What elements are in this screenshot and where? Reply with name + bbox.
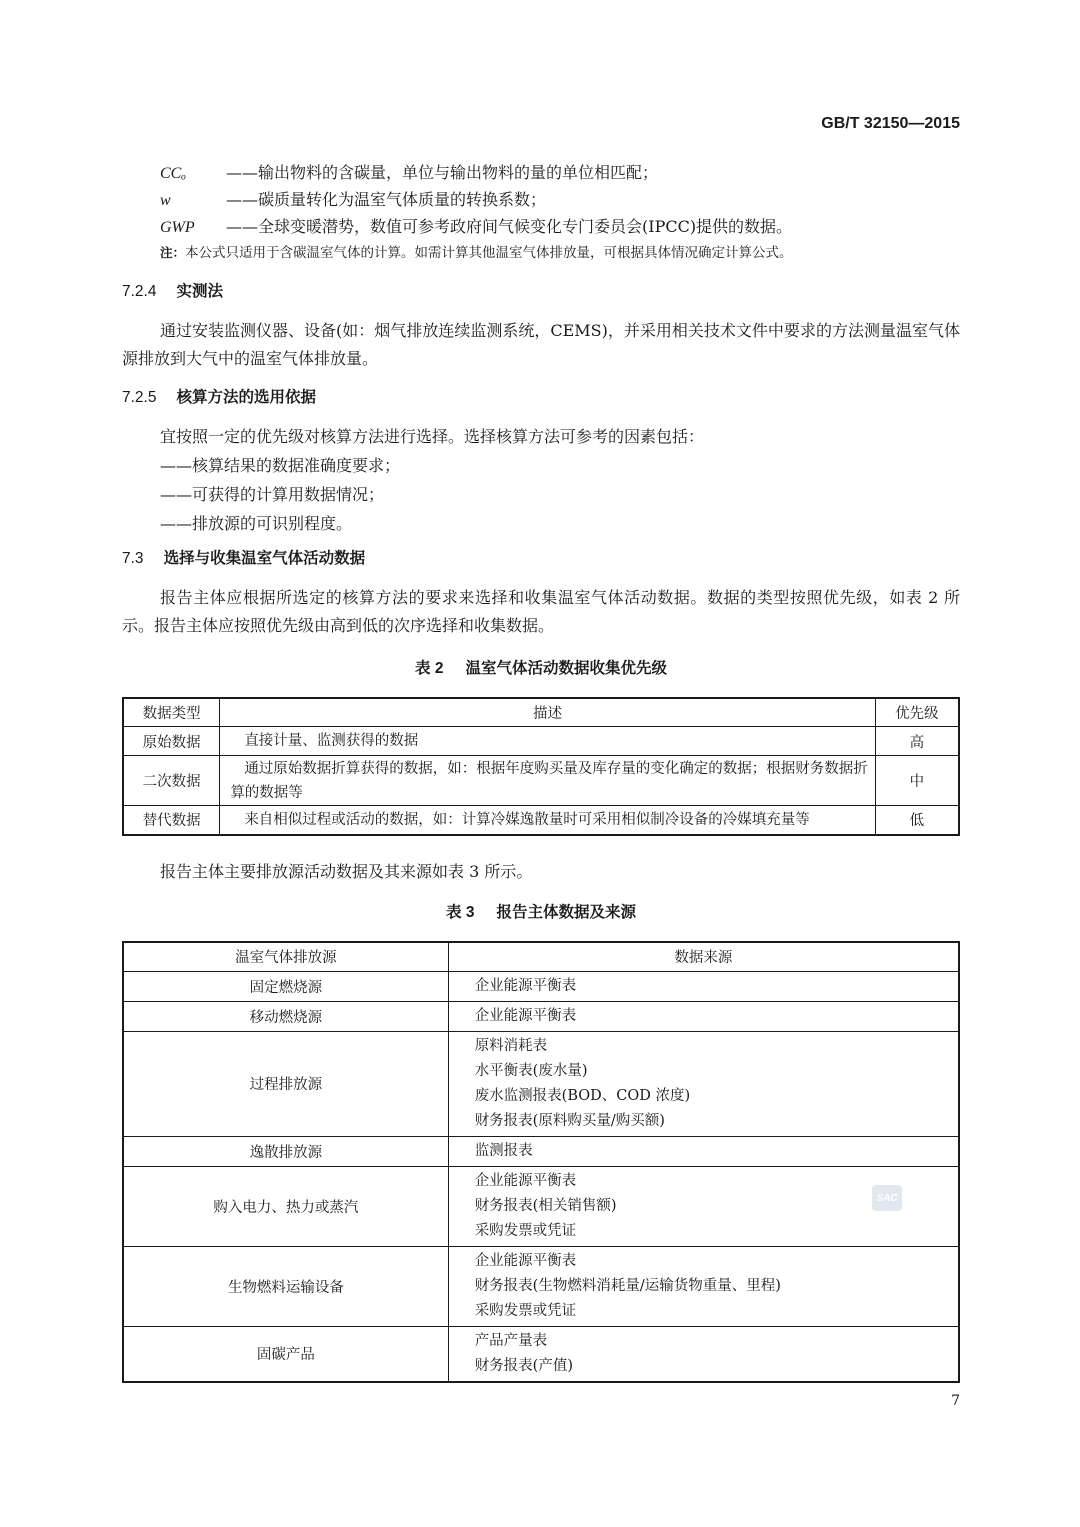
page-number: 7: [951, 1393, 960, 1409]
note-label: 注：: [160, 246, 186, 260]
table-row: [123, 1136, 959, 1166]
formula-note: [160, 241, 960, 265]
cell-type: 替代数据: [123, 806, 220, 835]
table-3-caption: [122, 902, 960, 924]
dash-list-item: ——核算结果的数据准确度要求；: [160, 456, 401, 475]
table-2: [122, 697, 960, 836]
definition-item: [160, 187, 960, 214]
section-number: 7.3: [122, 550, 144, 567]
section-heading-7-2-4: [122, 281, 960, 303]
table-2-caption: [122, 658, 960, 680]
definition-text: ——全球变暖潜势，数值可参考政府间气候变化专门委员会(IPCC)提供的数据。: [226, 217, 793, 236]
section-title: 核算方法的选用依据: [176, 389, 316, 406]
definition-symbol: CCₒ: [160, 165, 186, 182]
table-row: [123, 1326, 959, 1382]
table-3: [122, 941, 960, 1383]
section-heading-7-3: [122, 548, 960, 570]
table-row: [123, 806, 959, 835]
table-row: [123, 1001, 959, 1031]
definition-item: [160, 214, 960, 241]
cell-data: 企业能源平衡表: [448, 971, 959, 1001]
table-title: 温室气体活动数据收集优先级: [465, 660, 667, 677]
section-title: 选择与收集温室气体活动数据: [163, 550, 366, 567]
cell-data: 原料消耗表 水平衡表(废水量) 废水监测报表(BOD、COD 浓度) 财务报表(原料购买量/购买额): [448, 1031, 959, 1136]
section-number: 7.2.4: [122, 283, 157, 300]
table-header-row: [123, 698, 959, 727]
cell-source: 过程排放源: [123, 1031, 448, 1136]
section-title: 实测法: [176, 283, 223, 300]
section-paragraph: 通过安装监测仪器、设备(如：烟气排放连续监测系统，CEMS)，并采用相关技术文件中要求的方法测量温室气体源排放到大气中的温室气体排放量。: [122, 321, 960, 368]
section-paragraph: 报告主体应根据所选定的核算方法的要求来选择和收集温室气体活动数据。数据的类型按照优先级，如表 2 所示。报告主体应按照优先级由高到低的次序选择和收集数据。: [122, 588, 960, 635]
cell-data: 监测报表: [448, 1136, 959, 1166]
table-label: 表 2: [415, 660, 444, 677]
cell-type: 二次数据: [123, 756, 220, 806]
dash-list-item: ——可获得的计算用数据情况；: [160, 485, 385, 504]
section-number: 7.2.5: [122, 389, 157, 406]
column-header: 描述: [220, 698, 875, 727]
table-row: [123, 971, 959, 1001]
definition-item: [160, 160, 960, 187]
standard-code: GB/T 32150—2015: [821, 115, 960, 132]
page-content: [122, 160, 960, 1383]
column-header: 数据来源: [448, 942, 959, 972]
section-paragraph: 宜按照一定的优先级对核算方法进行选择。选择核算方法可参考的因素包括：: [160, 427, 705, 446]
table-title: 报告主体数据及来源: [496, 903, 636, 921]
definition-symbol: w: [160, 192, 171, 209]
cell-desc: 直接计量、监测获得的数据: [220, 727, 875, 756]
column-header: 数据类型: [123, 698, 220, 727]
definition-text: ——输出物料的含碳量，单位与输出物料的量的单位相匹配；: [226, 163, 659, 182]
note-text: 本公式只适用于含碳温室气体的计算。如需计算其他温室气体排放量，可根据具体情况确定计算公式。: [185, 245, 793, 261]
column-header: 温室气体排放源: [123, 942, 448, 972]
cell-source: 移动燃烧源: [123, 1001, 448, 1031]
table-row: [123, 1031, 959, 1136]
cell-source: 生物燃料运输设备: [123, 1246, 448, 1326]
sac-watermark: SAC: [872, 1185, 902, 1211]
table-row: [123, 1246, 959, 1326]
cell-data: 企业能源平衡表 财务报表(生物燃料消耗量/运输货物重量、里程) 采购发票或凭证: [448, 1246, 959, 1326]
definitions-list: [122, 160, 960, 241]
section-heading-7-2-5: [122, 387, 960, 409]
cell-desc: 来自相似过程或活动的数据，如：计算冷媒逸散量时可采用相似制冷设备的冷媒填充量等: [220, 806, 875, 835]
cell-source: 固定燃烧源: [123, 971, 448, 1001]
cell-priority: 高: [875, 727, 959, 756]
cell-data: 产品产量表 财务报表(产值): [448, 1326, 959, 1382]
cell-source: 逸散排放源: [123, 1136, 448, 1166]
cell-data: 企业能源平衡表: [448, 1001, 959, 1031]
column-header: 优先级: [875, 698, 959, 727]
table-row: [123, 756, 959, 806]
cell-priority: 低: [875, 806, 959, 835]
cell-desc: 通过原始数据折算获得的数据，如：根据年度购买量及库存量的变化确定的数据；根据财务数据折算的数据等: [220, 756, 875, 806]
cell-priority: 中: [875, 756, 959, 806]
table-row: [123, 1166, 959, 1246]
table-3-intro: 报告主体主要排放源活动数据及其来源如表 3 所示。: [160, 861, 533, 881]
cell-source: 购入电力、热力或蒸汽: [123, 1166, 448, 1246]
table-header-row: [123, 942, 959, 972]
table-label: 表 3: [446, 903, 475, 921]
definition-symbol: GWP: [160, 219, 195, 236]
dash-list-item: ——排放源的可识别程度。: [160, 514, 353, 533]
table-row: [123, 727, 959, 756]
definition-text: ——碳质量转化为温室气体质量的转换系数；: [226, 190, 547, 209]
cell-type: 原始数据: [123, 727, 220, 756]
cell-source: 固碳产品: [123, 1326, 448, 1382]
cell-data: 企业能源平衡表 财务报表(相关销售额) 采购发票或凭证: [448, 1166, 959, 1246]
